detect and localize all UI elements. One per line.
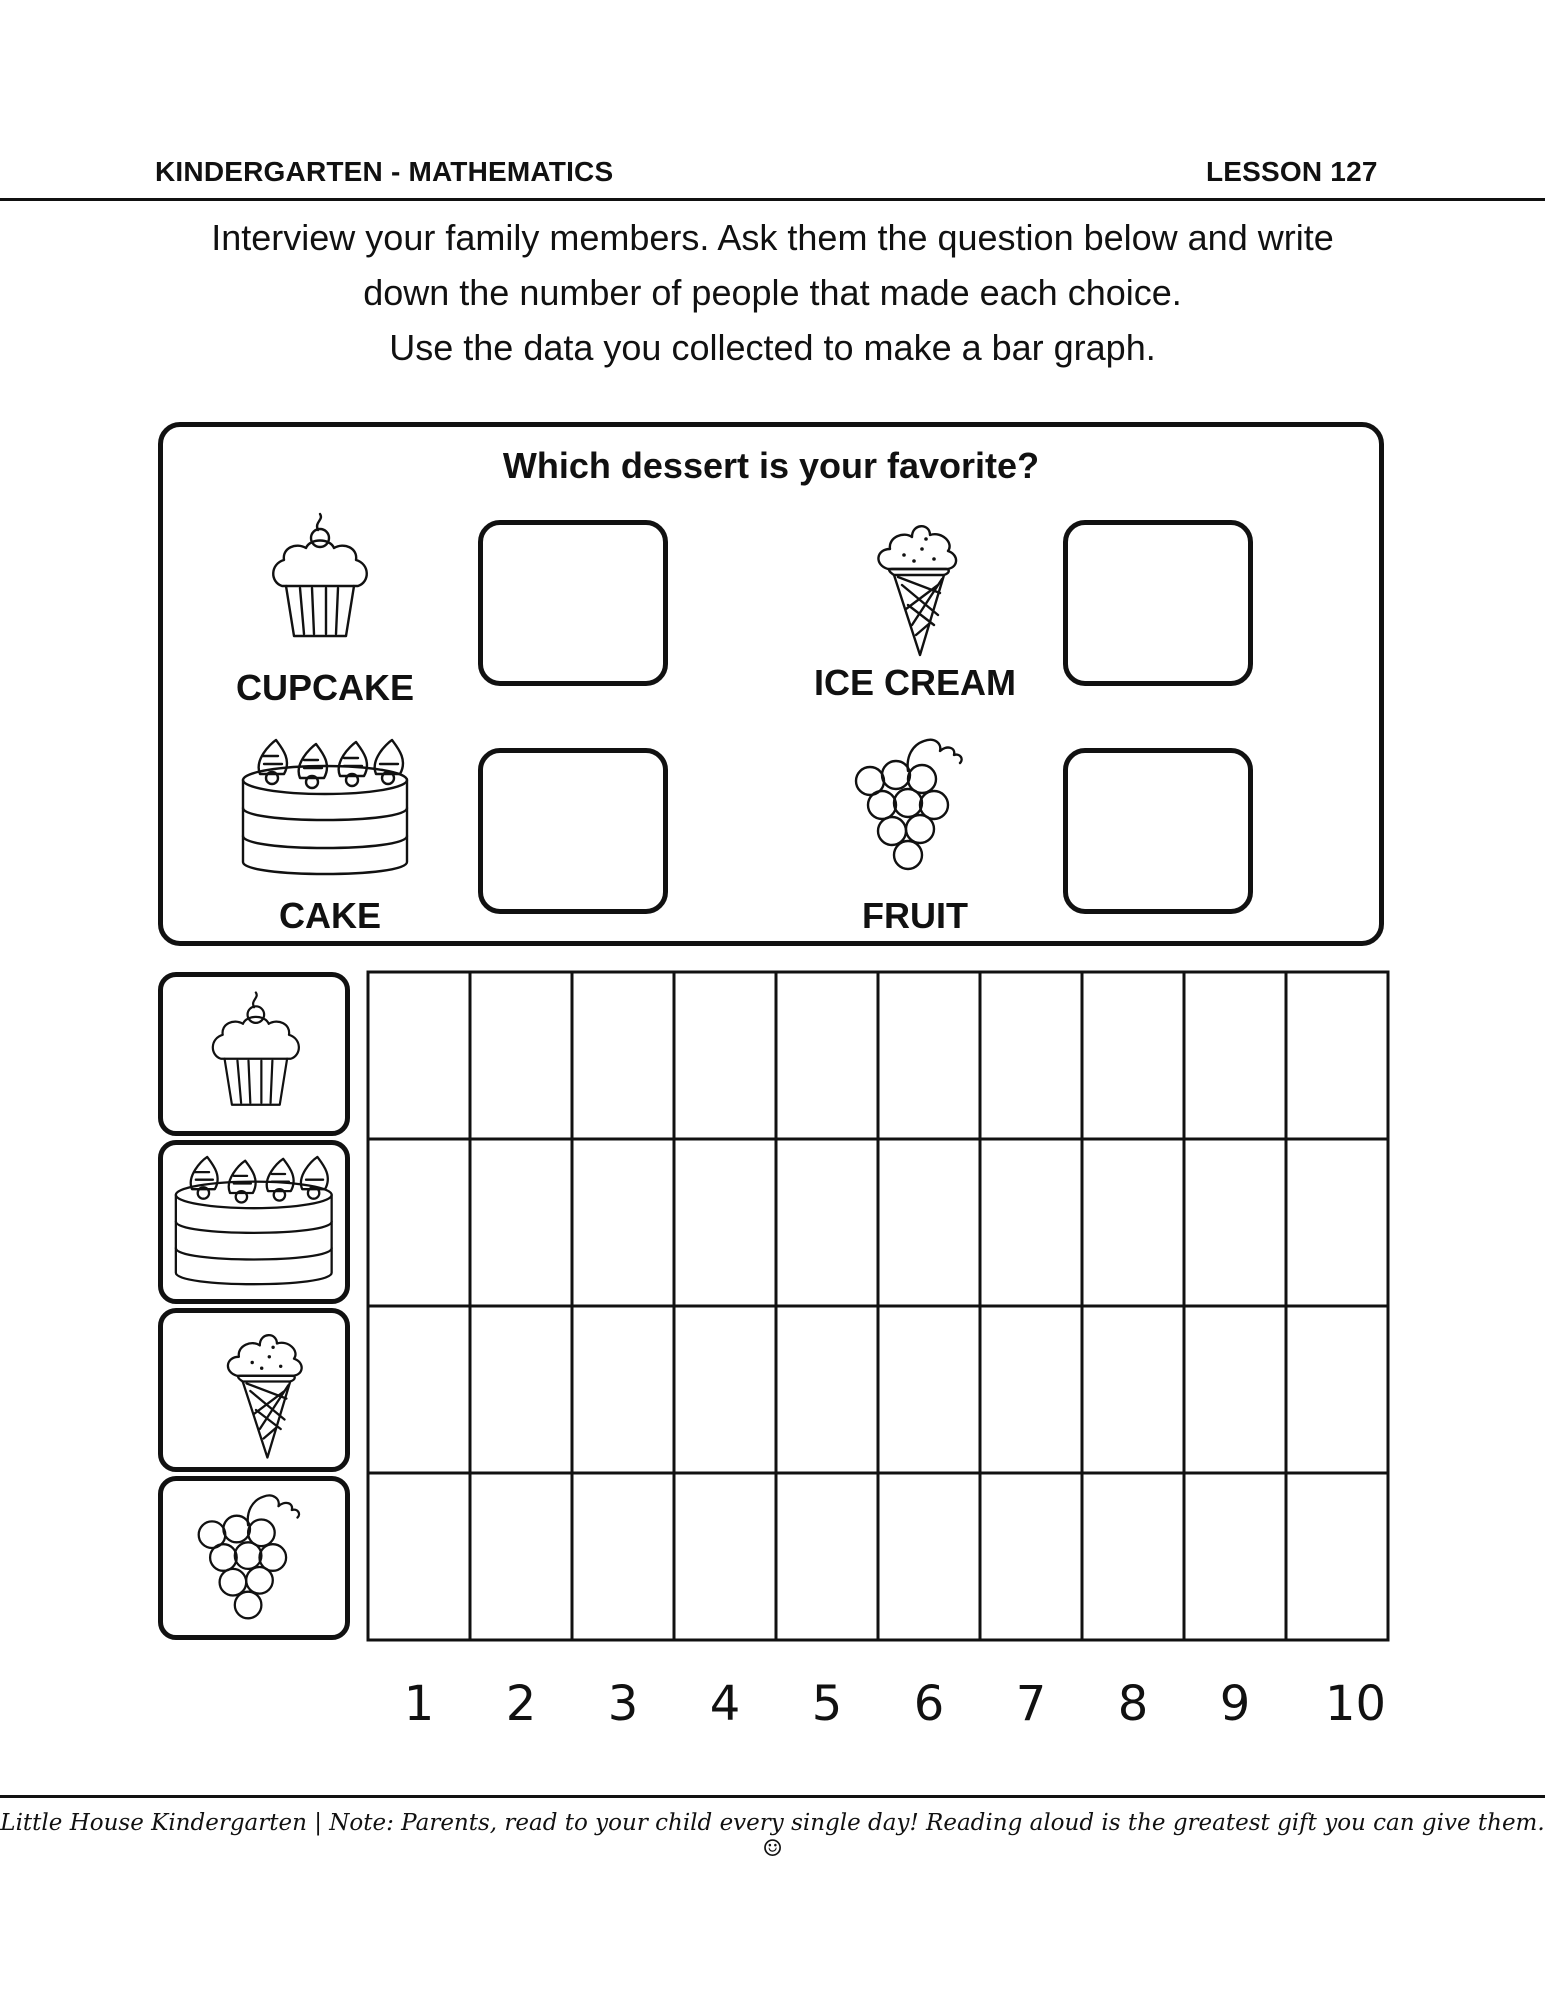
x-tick-label: 10: [1325, 1676, 1387, 1732]
grid-cell[interactable]: [368, 1473, 470, 1640]
x-tick-label: 5: [811, 1676, 843, 1732]
instruction-line: Interview your family members. Ask them the question below and write: [211, 217, 1334, 258]
grid-cell[interactable]: [878, 1139, 980, 1306]
row-box-cake: [158, 1140, 350, 1304]
grid-cell[interactable]: [878, 972, 980, 1139]
grid-cell[interactable]: [1082, 972, 1184, 1139]
grid-cell[interactable]: [1286, 1306, 1388, 1473]
grid-cell[interactable]: [470, 1473, 572, 1640]
option-label-fruit: FRUIT: [862, 895, 968, 936]
cupcake-icon: [268, 508, 378, 658]
cupcake-count-box[interactable]: [478, 520, 668, 686]
grid-cell[interactable]: [1286, 1139, 1388, 1306]
grid-cell[interactable]: [1184, 1473, 1286, 1640]
x-tick-label: 8: [1117, 1676, 1149, 1732]
grid-cell[interactable]: [1082, 1306, 1184, 1473]
grapes-icon: [850, 735, 975, 885]
bar-graph-grid[interactable]: [366, 970, 1390, 1642]
grid-cell[interactable]: [1184, 1139, 1286, 1306]
grid-cell[interactable]: [674, 972, 776, 1139]
grapes-icon: [193, 1491, 318, 1631]
grid-cell[interactable]: [1184, 972, 1286, 1139]
x-tick-label: 1: [403, 1676, 435, 1732]
x-tick-label: 6: [913, 1676, 945, 1732]
x-tick-label: 3: [607, 1676, 639, 1732]
grid-cell[interactable]: [980, 972, 1082, 1139]
grid-cell[interactable]: [674, 1473, 776, 1640]
row-box-cupcake: [158, 972, 350, 1136]
grid-cell[interactable]: [572, 1473, 674, 1640]
grid-cell[interactable]: [368, 1306, 470, 1473]
header-divider: [0, 198, 1545, 201]
option-label-cupcake: CUPCAKE: [235, 667, 414, 708]
grid-cell[interactable]: [1286, 972, 1388, 1139]
grid-cell[interactable]: [1184, 1306, 1286, 1473]
grid-cell[interactable]: [980, 1473, 1082, 1640]
option-label-ice-cream: ICE CREAM: [813, 662, 1016, 703]
footer-note: Little House Kindergarten | Note: Parents, read to your child every single day! Reading aloud is the greatest gift you can give them. ☺: [0, 1810, 1545, 1862]
survey-question: Which dessert is your favorite?: [502, 445, 1040, 486]
grid-cell[interactable]: [878, 1306, 980, 1473]
cake-count-box[interactable]: [478, 748, 668, 914]
x-tick-label: 2: [505, 1676, 537, 1732]
cupcake-icon: [208, 987, 308, 1127]
grid-cell[interactable]: [470, 1306, 572, 1473]
grid-cell[interactable]: [470, 1139, 572, 1306]
grid-cell[interactable]: [572, 1306, 674, 1473]
grid-cell[interactable]: [368, 972, 470, 1139]
option-label-cake: CAKE: [278, 895, 381, 936]
grid-cell[interactable]: [1082, 1473, 1184, 1640]
row-box-ice-cream: [158, 1308, 350, 1472]
grid-cell[interactable]: [980, 1306, 1082, 1473]
lesson-number: LESSON 127: [1206, 156, 1378, 187]
grid-cell[interactable]: [980, 1139, 1082, 1306]
grid-cell[interactable]: [674, 1306, 776, 1473]
grid-cell[interactable]: [776, 972, 878, 1139]
instructions: [0, 210, 1545, 375]
x-tick-label: 9: [1219, 1676, 1251, 1732]
grid-cell[interactable]: [470, 972, 572, 1139]
row-box-fruit: [158, 1476, 350, 1640]
ice-cream-count-box[interactable]: [1063, 520, 1253, 686]
ice-cream-icon: [218, 1315, 318, 1471]
x-tick-label: 4: [709, 1676, 741, 1732]
footer-divider: [0, 1795, 1545, 1798]
grid-cell[interactable]: [776, 1306, 878, 1473]
grid-cell[interactable]: [776, 1473, 878, 1640]
grid-cell[interactable]: [878, 1473, 980, 1640]
instruction-line: down the number of people that made each choice.: [363, 272, 1182, 313]
grid-cell[interactable]: [674, 1139, 776, 1306]
grid-cell[interactable]: [776, 1139, 878, 1306]
grid-cell[interactable]: [368, 1139, 470, 1306]
x-tick-label: 7: [1015, 1676, 1047, 1732]
grid-cell[interactable]: [572, 972, 674, 1139]
subject-title: KINDERGARTEN - MATHEMATICS: [155, 156, 614, 187]
grid-cell[interactable]: [572, 1139, 674, 1306]
fruit-count-box[interactable]: [1063, 748, 1253, 914]
ice-cream-icon: [868, 505, 978, 665]
cake-icon: [240, 738, 415, 880]
grid-cell[interactable]: [1286, 1473, 1388, 1640]
grid-cell[interactable]: [1082, 1139, 1184, 1306]
cake-icon: [173, 1155, 348, 1297]
instruction-line: Use the data you collected to make a bar graph.: [389, 327, 1156, 368]
